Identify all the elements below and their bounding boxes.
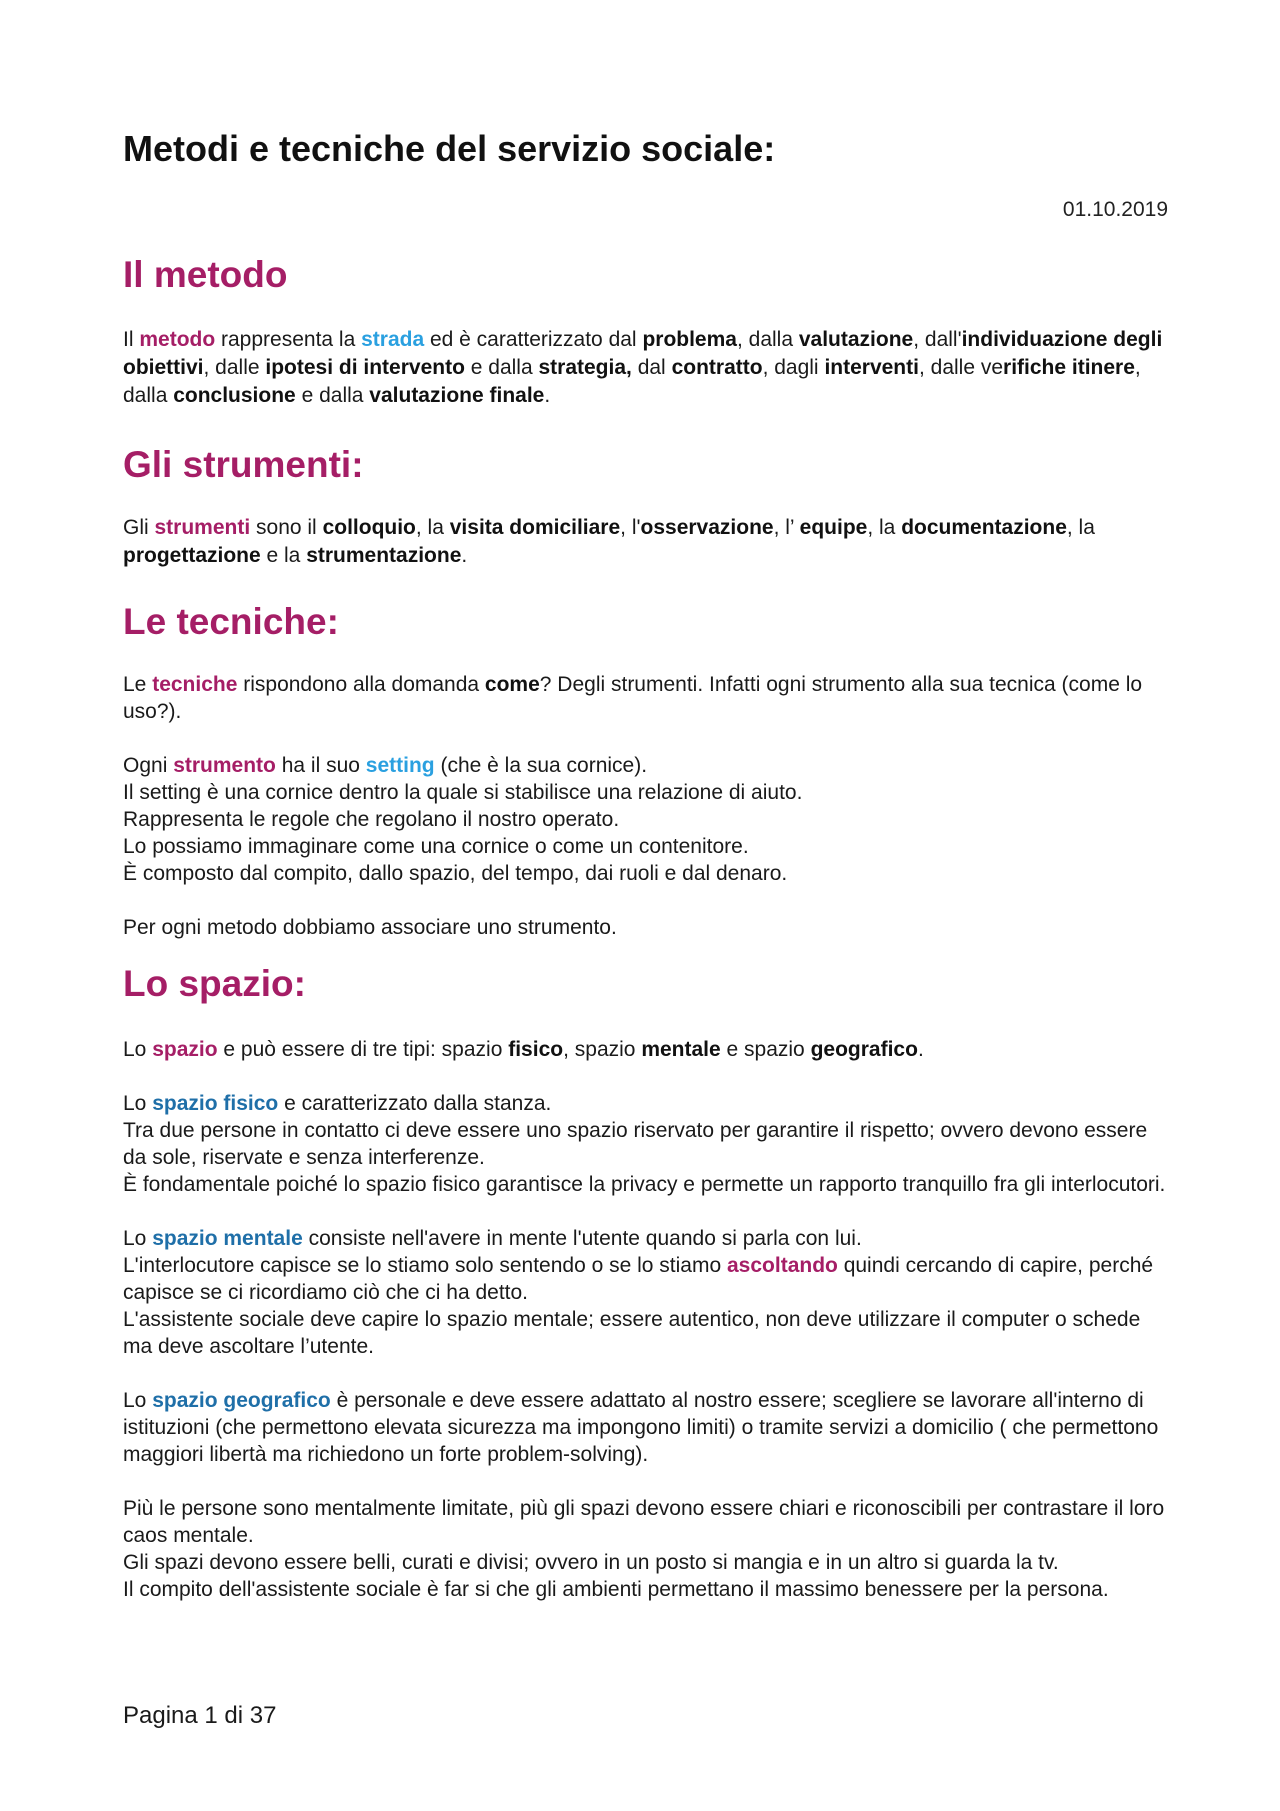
paragraph-spazio: Lo spazio e può essere di tre tipi: spazio fisico, spazio mentale e spazio geografico. Lo spazio fisico e caratterizzato dalla stanza. Tra due persone in contatto ci deve essere uno spazio riservato per garantire il rispetto; ovvero devono essere da sole, riservate e senza interferenze. È fondamentale poiché lo spazio fisico garantisce la privacy e permette un rapporto tranquillo fra gli interlocutori. Lo spazio mentale consiste nell'avere in mente l'utente quando si parla con lui. L'interlocutore capisce se lo stiamo solo sentendo o se lo stiamo ascoltando quindi cercando di capire, perché capisce se ci ricordiamo ciò che ci ha detto. L'assistente sociale deve capire lo spazio mentale; essere autentico, non deve utilizzare il computer o schede ma deve ascoltare l’utente. Lo spazio geografico è personale e deve essere adattato al nostro essere; scegliere se lavorare all'interno di istituzioni (che permettono elevata sicurezza ma impongono limiti) o tramite servizi a domicilio ( che permettono maggiori libertà ma richiedono un forte problem-solving). Più le persone sono mentalmente limitate, più gli spazi devono essere chiari e riconoscibili per contrastare il loro caos mentale. Gli spazi devono essere belli, curati e divisi; ovvero in un posto si mangia e in un altro si guarda la tv. Il compito dell'assistente sociale è far si che gli ambienti permettano il massimo benessere per la persona. (123, 1038, 1166, 1601)
paragraph-tecniche: Le tecniche rispondono alla domanda come? Degli strumenti. Infatti ogni strumento alla sua tecnica (come lo uso?). Ogni strumento ha il suo setting (che è la sua cornice). Il setting è una cornice dentro la quale si stabilisce una relazione di aiuto. Rappresenta le regole che regolano il nostro operato. Lo possiamo immaginare come una cornice o come un contenitore. È composto dal compito, dallo spazio, del tempo, dai ruoli e dal denaro. Per ogni metodo dobbiamo associare uno strumento. (123, 673, 1143, 939)
document-date: 01.10.2019 (1062, 198, 1168, 221)
paragraph-metodo: Il metodo rappresenta la strada ed è caratterizzato dal problema, dalla valutazione, dall'individuazione degli obiettivi, dalle ipotesi di intervento e dalla strategia, dal contratto, dagli interventi, dalle verifiche itinere, dalla conclusione e dalla valutazione finale. (123, 328, 1163, 407)
section-heading-tecniche: Le tecniche: (123, 601, 339, 642)
section-heading-strumenti: Gli strumenti: (123, 444, 364, 485)
paragraph-strumenti: Gli strumenti sono il colloquio, la visita domiciliare, l'osservazione, l’ equipe, la documentazione, la progettazione e la strumentazione. (123, 516, 1095, 567)
section-heading-spazio: Lo spazio: (123, 963, 306, 1004)
page-title: Metodi e tecniche del servizio sociale: (123, 128, 776, 169)
page-number-footer: Pagina 1 di 37 (123, 1702, 277, 1729)
section-heading-metodo: Il metodo (123, 254, 288, 295)
document-page (123, 0, 1168, 1811)
